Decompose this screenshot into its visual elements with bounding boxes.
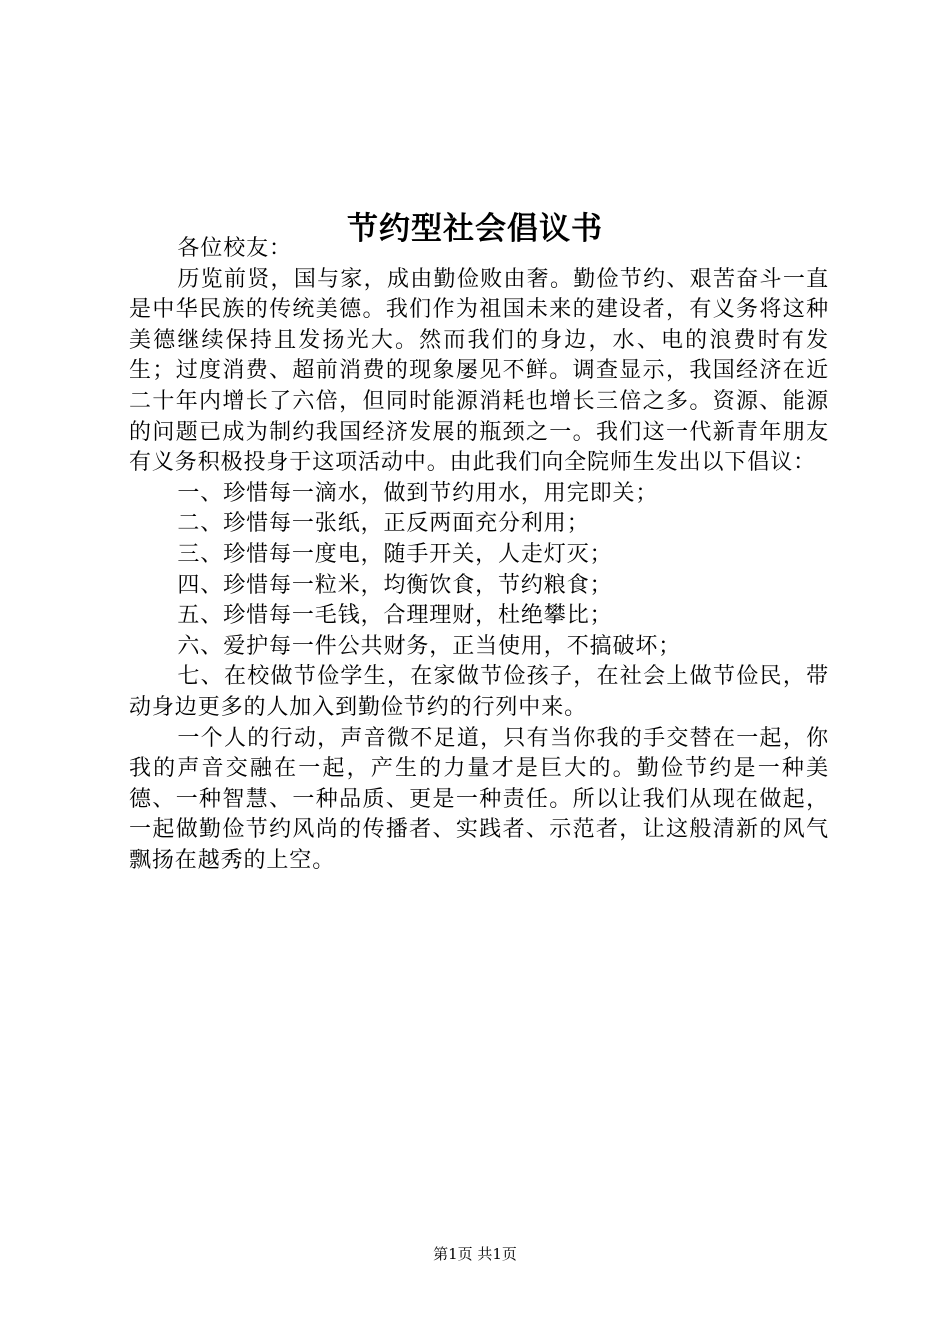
closing-paragraph: 一个人的行动，声音微不足道，只有当你我的手交替在一起，你我的声音交融在一起，产生的力量才是巨大的。勤俭节约是一种美德、一种智慧、一种品质、更是一种责任。所以让我们从现在做起，一起做勤俭节约风尚的传播者、实践者、示范者，让这般清新的风气飘扬在越秀的上空。 <box>129 725 829 873</box>
intro-paragraph: 历览前贤，国与家，成由勤俭败由奢。勤俭节约、艰苦奋斗一直是中华民族的传统美德。我们作为祖国未来的建设者，有义务将这种美德继续保持且发扬光大。然而我们的身边，水、电的浪费时有发生；过度消费、超前消费的现象屡见不鲜。调查显示，我国经济在近二十年内增长了六倍，但同时能源消耗也增长三倍之多。资源、能源的问题已成为制约我国经济发展的瓶颈之一。我们这一代新青年朋友有义务积极投身于这项活动中。由此我们向全院师生发出以下倡议： <box>129 266 829 476</box>
document-body <box>129 234 829 876</box>
salutation: 各位校友： <box>177 236 292 261</box>
document-title: 节约型社会倡议书 <box>347 210 603 247</box>
proposal-item-1: 一、珍惜每一滴水，做到节约用水，用完即关； <box>177 480 659 506</box>
proposal-item-6: 六、爱护每一件公共财务，正当使用，不搞破坏； <box>177 633 682 659</box>
proposal-item-7: 七、在校做节俭学生，在家做节俭孩子，在社会上做节俭民，带动身边更多的人加入到勤俭节约的行列中来。 <box>129 664 829 720</box>
proposal-item-3: 三、珍惜每一度电，随手开关，人走灯灭； <box>177 541 613 567</box>
proposal-item-5: 五、珍惜每一毛钱，合理理财，杜绝攀比； <box>177 603 613 629</box>
proposal-item-2: 二、珍惜每一张纸，正反两面充分利用； <box>177 511 590 537</box>
page-number-footer: 第1页 共1页 <box>433 1245 517 1263</box>
proposal-item-4: 四、珍惜每一粒米，均衡饮食，节约粮食； <box>177 572 613 598</box>
